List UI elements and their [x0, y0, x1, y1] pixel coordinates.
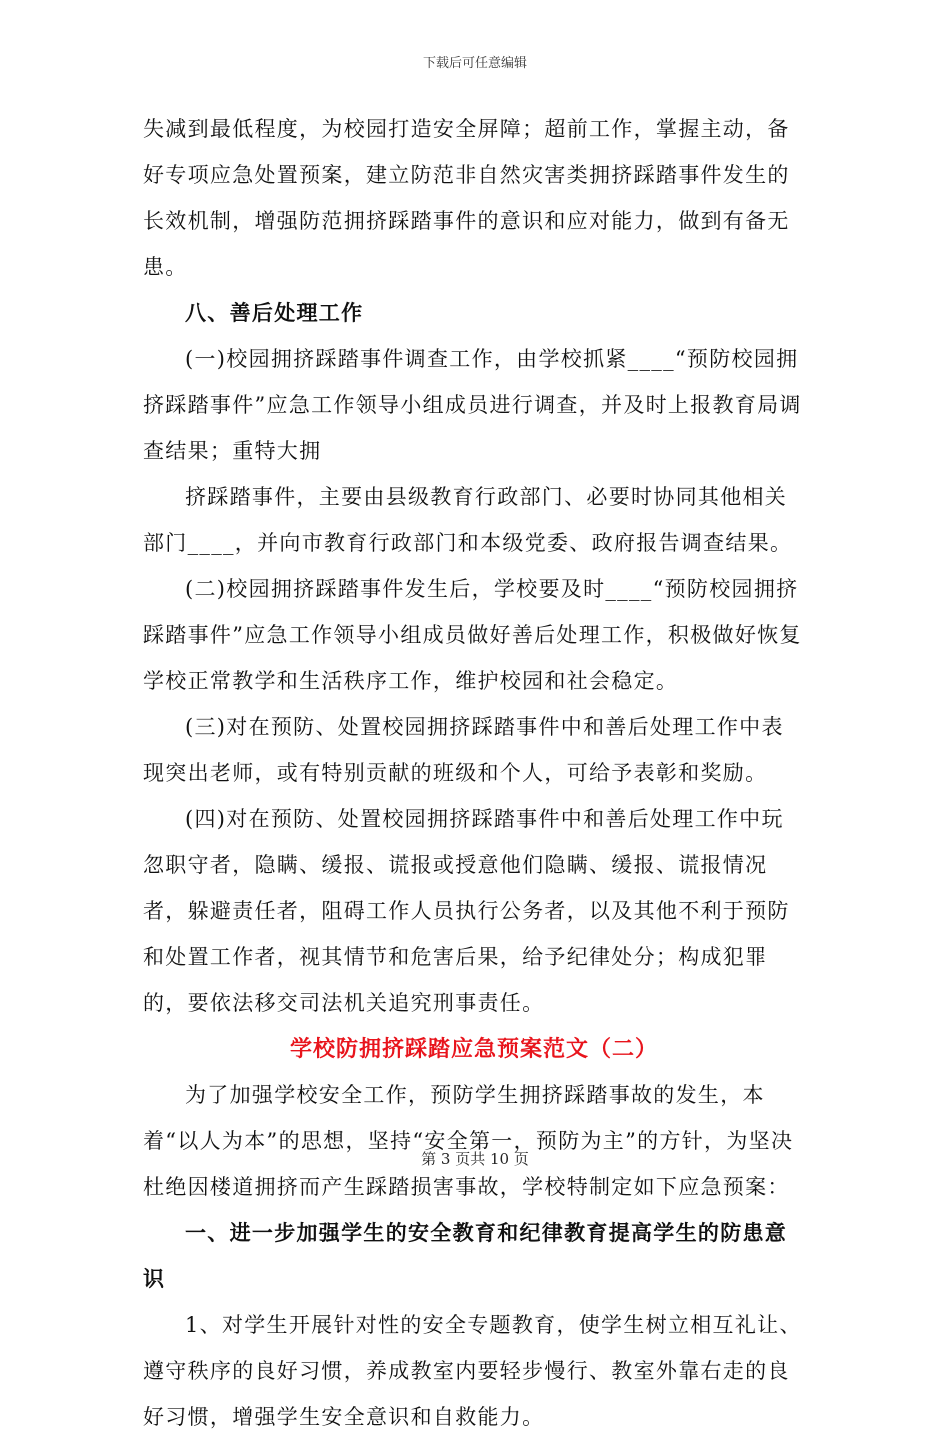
- paragraph-item-1: (一)校园拥挤踩踏事件调查工作，由学校抓紧____“预防校园拥挤踩踏事件”应急工作领导小组成员进行调查，并及时上报教育局调查结果；重特大拥: [143, 347, 802, 463]
- page-footer: 第 3 页共 10 页: [421, 1150, 529, 1168]
- paragraph-item-3: (三)对在预防、处置校园拥挤踩踏事件中和善后处理工作中表现突出老师，或有特别贡献的班级和个人，可给予表彰和奖励。: [143, 715, 784, 785]
- paragraph-item-2: (二)校园拥挤踩踏事件发生后，学校要及时____“预防校园拥挤踩踏事件”应急工作领导小组成员做好善后处理工作，积极做好恢复学校正常教学和生活秩序工作，维护校园和社会稳定。: [143, 577, 802, 693]
- paragraph-continuation: 失减到最低程度，为校园打造安全屏障；超前工作，掌握主动，备好专项应急处置预案，建立防范非自然灾害类拥挤踩踏事件发生的长效机制，增强防范拥挤踩踏事件的意识和应对能力，做到有备无患。: [143, 117, 790, 279]
- document-body: [143, 106, 805, 1440]
- section-heading-education: 一、进一步加强学生的安全教育和纪律教育提高学生的防患意识: [143, 1220, 788, 1291]
- page-header: 下载后可任意编辑: [422, 56, 527, 71]
- section-heading-aftermath: 八、善后处理工作: [185, 300, 364, 325]
- paragraph-intro: 为了加强学校安全工作，预防学生拥挤踩踏事故的发生，本着“以人为本”的思想，坚持“安全第一，预防为主”的方针，为坚决杜绝因楼道拥挤而产生踩踏损害事故，学校特制定如下应急预案：: [143, 1083, 794, 1199]
- paragraph-education-1: 1、对学生开展针对性的安全专题教育，使学生树立相互礼让、遵守秩序的良好习惯，养成教室内要轻步慢行、教室外靠右走的良好习惯，增强学生安全意识和自救能力。: [143, 1313, 802, 1429]
- paragraph-item-1-cont: 挤踩踏事件，主要由县级教育行政部门、必要时协同其他相关部门____，并向市教育行政部门和本级党委、政府报告调查结果。: [143, 485, 793, 555]
- paragraph-item-4: (四)对在预防、处置校园拥挤踩踏事件中和善后处理工作中玩忽职守者，隐瞒、缓报、谎报或授意他们隐瞒、缓报、谎报情况者，躲避责任者，阻碍工作人员执行公务者，以及其他不利于预防和处置工作者，视其情节和危害后果，给予纪律处分；构成犯罪的，要依法移交司法机关追究刑事责任。: [143, 807, 790, 1015]
- document-title: 学校防拥挤踩踏应急预案范文（二）: [289, 1036, 658, 1062]
